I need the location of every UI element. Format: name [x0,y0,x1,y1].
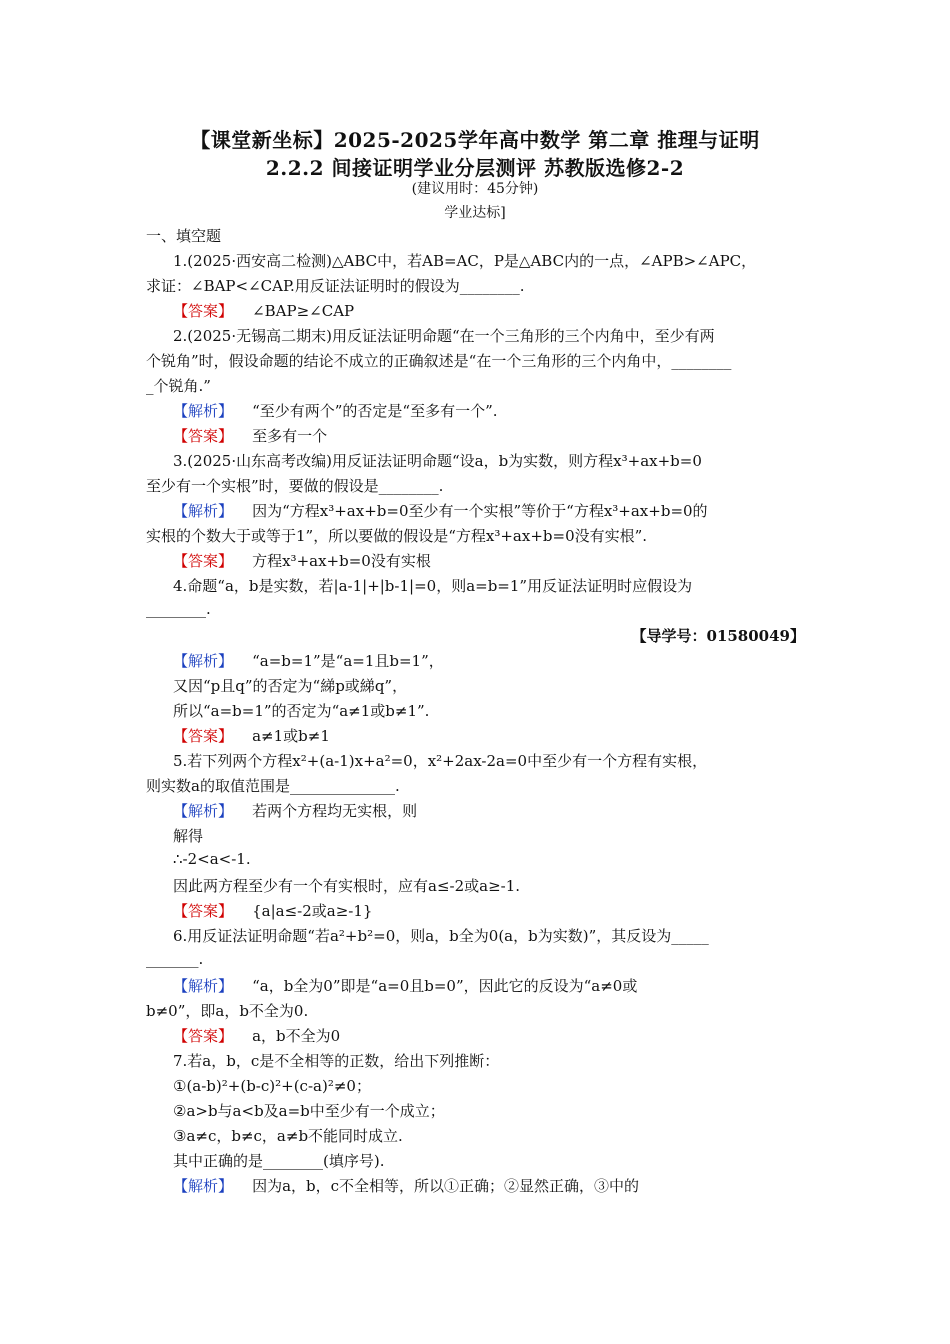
doc-title-line1: 【课堂新坐标】2025-2025学年高中数学 第二章 推理与证明 [190,128,760,152]
q1-answer-text: ∠BAP≥∠CAP [252,302,355,320]
answer-label: 【答案】 [173,727,234,745]
analysis-label: 【解析】 [173,977,234,995]
q4-answer [173,725,833,746]
doc-title-line2: 2.2.2 间接证明学业分层测评 苏教版选修2-2 [265,156,685,180]
q2-analysis-text: “至少有两个”的否定是“至多有一个”. [252,402,498,420]
analysis-label: 【解析】 [173,1177,234,1195]
q6-line2: _______. [146,950,204,968]
analysis-label: 【解析】 [173,502,234,520]
q5-answer [173,900,833,921]
q6-analysis1-text: “a，b全为0”即是“a=0且b=0”，因此它的反设为“a≠0或 [252,977,638,995]
q2-answer [173,425,833,446]
q4-answer-text: a≠1或b≠1 [252,727,330,745]
answer-label: 【答案】 [173,552,234,570]
q1-line2: 求证：∠BAP<∠CAP.用反证法证明时的假设为________. [146,277,525,295]
answer-label: 【答案】 [173,1027,234,1045]
q4-analysis3: 所以“a=b=1”的否定为“a≠1或b≠1”. [173,702,430,720]
q3-analysis1 [173,500,833,521]
q1-line1: 1.(2025·西安高二检测)△ABC中，若AB=AC，P是△ABC内的一点，∠APB>∠APC， [173,252,757,270]
q7-item2: ②a>b与a<b及a=b中至少有一个成立； [173,1102,445,1120]
q3-analysis2: 实根的个数大于或等于1”，所以要做的假设是“方程x³+ax+b=0没有实根”. [146,527,648,545]
guide-number: 【导学号：01580049】 [631,627,805,645]
q1-answer [173,300,833,321]
q6-line1: 6.用反证法证明命题“若a²+b²=0，则a，b全为0(a，b为实数)”，其反设为_____ [173,927,709,945]
q2-line2: 个锐角”时，假设命题的结论不成立的正确叙述是“在一个三角形的三个内角中，________ [146,352,732,370]
answer-label: 【答案】 [173,427,234,445]
answer-label: 【答案】 [173,302,234,320]
q5-analysis4: 因此两方程至少有一个有实根时，应有a≤-2或a≥-1. [173,877,521,895]
q4-line2: ________. [146,600,211,618]
q7-item1: ①(a-b)²+(b-c)²+(c-a)²≠0； [173,1077,371,1095]
q5-analysis1 [173,800,833,821]
q6-answer [173,1025,833,1046]
q2-analysis [173,400,833,421]
q3-answer [173,550,833,571]
part-heading: 一、填空题 [146,227,222,245]
answer-label: 【答案】 [173,902,234,920]
q6-analysis1 [173,975,833,996]
q4-analysis1 [173,650,833,671]
q6-answer-text: a，b不全为0 [252,1027,341,1045]
section-label: 学业达标] [444,205,506,221]
q3-line2: 至少有一个实根”时，要做的假设是________. [146,477,444,495]
q4-analysis1-text: “a=b=1”是“a=1且b=1”， [252,652,444,670]
q2-answer-text: 至多有一个 [252,427,328,445]
analysis-label: 【解析】 [173,802,234,820]
q4-analysis2: 又因“p且q”的否定为“綈p或綈q”， [173,677,408,695]
q4-line1: 4.命题“a，b是实数，若|a-1|+|b-1|=0，则a=b=1”用反证法证明时应假设为 [173,577,693,595]
analysis-label: 【解析】 [173,652,234,670]
q5-answer-text: {a|a≤-2或a≥-1} [252,902,373,920]
q7-ask: 其中正确的是________(填序号). [173,1152,385,1170]
q5-line2: 则实数a的取值范围是______________. [146,777,400,795]
q7-item3: ③a≠c，b≠c，a≠b不能同时成立. [173,1127,403,1145]
q7-analysis1 [173,1175,833,1196]
suggested-time: (建议用时：45分钟) [411,181,539,197]
q3-line1: 3.(2025·山东高考改编)用反证法证明命题“设a，b为实数，则方程x³+ax+b=0 [173,452,702,470]
q5-analysis1-text: 若两个方程均无实根，则 [252,802,418,820]
q3-answer-text: 方程x³+ax+b=0没有实根 [252,552,431,570]
q2-line1: 2.(2025·无锡高二期末)用反证法证明命题“在一个三角形的三个内角中，至少有两 [173,327,715,345]
analysis-label: 【解析】 [173,402,234,420]
q2-line3: _个锐角.” [146,377,211,395]
q5-analysis3: ∴-2<a<-1. [173,850,251,868]
q3-analysis1-text: 因为“方程x³+ax+b=0至少有一个实根”等价于“方程x³+ax+b=0的 [252,502,708,520]
q5-analysis2: 解得 [173,827,204,845]
q7-line1: 7.若a，b，c是不全相等的正数，给出下列推断： [173,1052,500,1070]
q5-line1: 5.若下列两个方程x²+(a-1)x+a²=0，x²+2ax-2a=0中至少有一个方程有实根， [173,752,708,770]
q6-analysis2: b≠0”，即a，b不全为0. [146,1002,309,1020]
q7-analysis1-text: 因为a，b，c不全相等，所以①正确；②显然正确，③中的 [252,1177,640,1195]
